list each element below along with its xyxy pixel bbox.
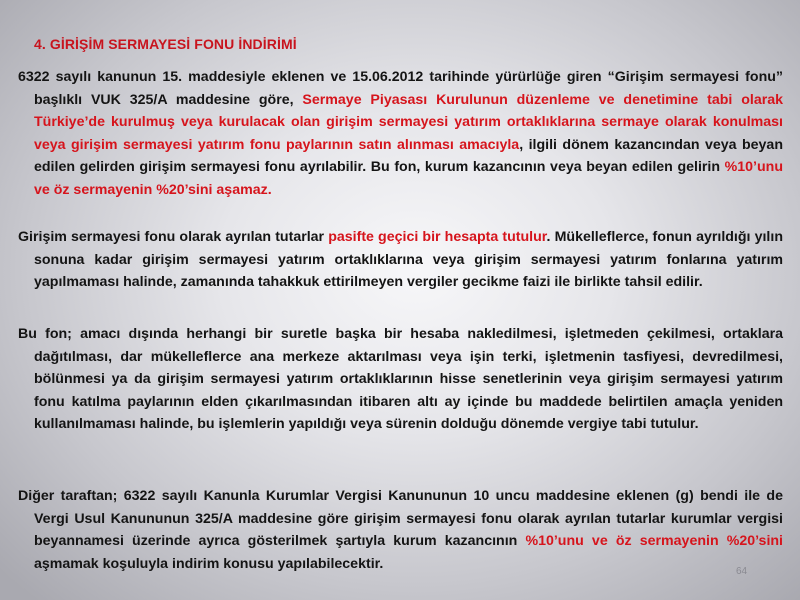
paragraph-4-text-1: Diğer taraftan; 6322 sayılı Kanunla Kurumlar Vergisi Kanununun 10 uncu maddesine eklenen (g) bendi ile de Vergi Usul Kanununun 325/A maddesine göre girişim sermayesi fonu olarak ayrılan tutarlar kurumlar vergisi beyannamesi üzerinde ayrıca gösterilmek şartıyla kurum kazancının [18, 488, 783, 549]
paragraph-2-text-2: . Mükelleflerce, fonun ayrıldığı yılın sonuna kadar girişim sermayesi yatırım ortaklıklarına veya girişim sermayesi yatırım fonlarına yatırım yapılmaması halinde, zamanında tahakkuk ettirilmeyen vergiler gecikme faizi ile birlikte tahsil edilir. [34, 229, 783, 290]
paragraph-2-highlight-1: pasifte geçici bir hesapta tutulur [328, 229, 547, 245]
paragraph-1-text-1: 6322 sayılı kanunun 15. maddesiyle eklenen ve 15.06.2012 tarihinde yürürlüğe giren “Girişim sermayesi fonu” başlıklı VUK 325/A maddesine göre, [18, 69, 783, 108]
page-number: 64 [736, 566, 748, 577]
paragraph-2 [18, 226, 783, 294]
paragraph-1 [18, 66, 783, 201]
paragraph-1-text-2: , ilgili dönem kazancından veya beyan edilen gelirden girişim sermayesi fonu ayrılabilir. Bu fon, kurum kazancının veya beyan edilen gelirin [34, 136, 783, 175]
paragraph-4-highlight-1: %10’unu ve öz sermayenin %20’sini [525, 533, 783, 549]
paragraph-1-highlight-2: %10’unu ve öz sermayenin %20’sini aşamaz. [34, 159, 783, 198]
paragraph-4-text-2: aşmamak koşuluyla indirim konusu yapılabilecektir. [34, 555, 384, 572]
slide-title: 4. GİRİŞİM SERMAYESİ FONU İNDİRİMİ [34, 36, 297, 52]
paragraph-1-highlight-1: Sermaye Piyasası Kurulunun düzenleme ve denetimine tabi olarak Türkiye’de kurulmuş veya kurulacak olan girişim sermayesi yatırım ortaklıklarına sermaye olarak konulması veya girişim sermayesi yatırım fonu paylarının satın alınması amacıyla [34, 91, 784, 153]
paragraph-3-text-1: Bu fon; amacı dışında herhangi bir suretle başka bir hesaba nakledilmesi, işletmeden çekilmesi, ortaklara dağıtılması, dar mükelleflerce ana merkeze aktarılması veya işin terki, işletmenin tasfiyesi, devredilmesi, bölünmesi ya da girişim sermayesi yatırım ortaklıklarının hisse senetlerinin veya girişim sermayesi yatırım fonu katılma paylarının elden çıkarılmasından itibaren altı ay içinde bu maddede belirtilen amaçla yeniden kullanılmaması halinde, bu işlemlerin yapıldığı veya sürenin dolduğu dönemde vergiye tabi tutulur. [18, 326, 783, 432]
paragraph-3 [18, 323, 783, 436]
paragraph-4 [18, 485, 783, 575]
paragraph-2-text-1: Girişim sermayesi fonu olarak ayrılan tutarlar [18, 229, 329, 245]
